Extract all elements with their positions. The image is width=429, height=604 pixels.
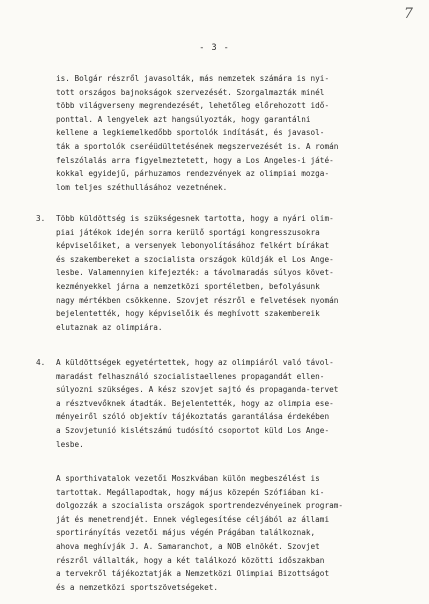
text-line: felszólalás arra figyelmeztetett, hogy a Los Angeles-i játé- [56,155,334,165]
text-line: piai játékok idején sorra kerülő sportági kongresszusokra [56,227,320,237]
item-paragraph [56,212,401,334]
item-number: 3. [36,214,46,223]
text-line: a tervekről tájékoztatják a Nemzetközi Olimpiai Bizottságot [56,569,330,579]
text-line: A küldöttségek egyetértettek, hogy az olimpiáról való távol- [56,358,334,367]
text-line: súlyozni szükséges. A kész szovjet sajtó és propaganda-tervet [56,385,339,395]
text-line: kellene a legkiemelkedőbb sportolók indítását, és javasol- [56,128,325,138]
text-line: a résztvevőknek átadták. Bejelentették, hogy az olimpia ese- [56,398,334,408]
text-line: sportirányítás vezetői május végén Prágában találkoznak, [56,528,316,538]
text-line: elutaznak az olimpiára. [56,322,163,332]
text-line: dolgozzák a szocialista országok sportrendezvényeinek program- [56,501,343,511]
text-line: bejelentették, hogy képviselőik és meghívott szakembereik [56,309,320,319]
text-line: képviselőiket, a versenyek lebonyolításához felkért bírákat [56,241,330,251]
text-line: ját és menetrendjét. Ennek véglegesítése céljából az állami [56,514,330,524]
text-line: ták a sportolók cseréüdültetésének megszervezését is. A román [56,141,339,151]
text-line: több világverseny megrendezését, lehetőleg előrehozott idő- [56,101,330,111]
text-line: tott országos bajnokságok szervezését. Szorgalmazták minél [56,87,325,97]
text-line: maradást felhasználó szocialistaellenes propagandát ellen- [56,371,325,381]
text-line: is. Bolgár részről javasolták, más nemzetek számára is nyi- [56,74,330,83]
text-line: lesbe. Valamennyien kifejezték: a távolmaradás súlyos követ- [56,268,334,278]
text-line: lesbe. [56,439,84,449]
text-line: kezményekkel járna a nemzetközi sportéletben, befolyásunk [56,281,320,291]
text-line: és a nemzetközi sportszövetségeket. [56,582,218,592]
text-line: ahova meghívják J. A. Samaranchot, a NOB elnökét. Szovjet [56,541,320,551]
text-line: részről vállalták, hogy a két találkozó közötti időszakban [56,555,325,565]
closing-paragraph [56,472,401,594]
text-line: ponttal. A lengyelek azt hangsúlyozták, hogy garantálni [56,114,311,124]
intro-paragraph [56,72,401,194]
text-line: nagy mértékben csökkenne. Szovjet részről e felvetések nyomán [56,295,339,305]
handwritten-page-mark: 7 [404,6,413,22]
text-line: és szakembereket a szocialista országok küldják el Los Ange- [56,254,334,264]
text-line: tartottak. Megállapodtak, hogy május közepén Szófiában ki- [56,487,325,497]
item-number: 4. [36,358,46,367]
text-line: lom teljes széthullásához vezetnének. [56,182,228,192]
page-number: - 3 - [199,43,230,53]
text-line: ményeiről szóló objektív tájékoztatás garantálása érdekében [56,412,330,422]
text-line: kokkal egyidejű, párhuzamos rendezvények az olimpiai mozga- [56,169,330,179]
text-line: a Szovjetunió kislétszámú tudósító csoportot küld Los Ange- [56,425,330,435]
text-line: Több küldöttség is szükségesnek tartotta, hogy a nyári olim- [56,214,334,223]
text-line: A sporthivatalok vezetői Moszkvában külön megbeszélést is [56,474,320,483]
item-paragraph [56,356,401,451]
